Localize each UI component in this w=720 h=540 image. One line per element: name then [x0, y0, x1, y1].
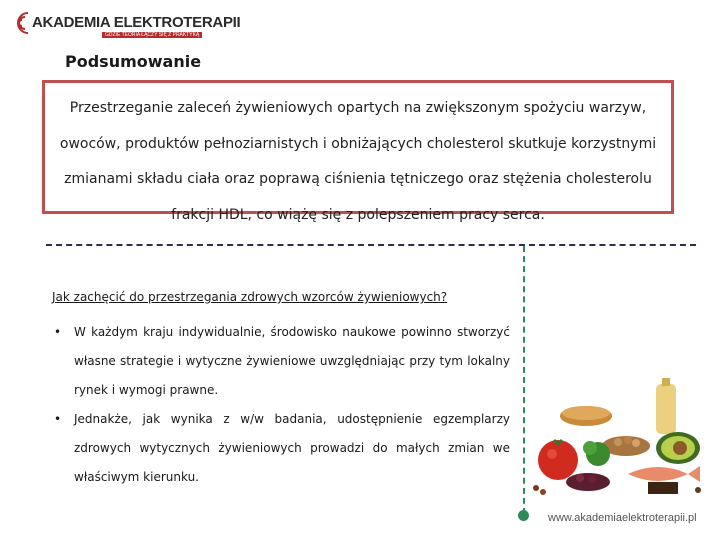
- list-item: [52, 318, 510, 405]
- summary-box: Przestrzeganie zaleceń żywieniowych opartych na zwiększonym spożyciu warzyw, owoców, produktów pełnoziarnistych i obniżających cholesterol skutkuje korzystnymi zmianami składu ciała oraz poprawą ciśnienia tętniczego oraz stężenia cholesterolu frakcji HDL, co wiążę się z polepszeniem pracy serca.: [42, 80, 674, 214]
- bullet-icon: •: [54, 325, 62, 339]
- bullet-text: Jednakże, jak wynika z w/w badania, udostępnienie egzemplarzy zdrowych wytycznych żywieniowych prowadzi do małych zmian we właściwym kierunku.: [74, 412, 510, 484]
- logo-arcs-icon: [12, 10, 34, 36]
- list-item: [52, 405, 510, 492]
- green-dot: [518, 510, 529, 521]
- bullet-list: [52, 318, 510, 492]
- dashed-divider: [46, 244, 696, 246]
- brand-logo: [12, 8, 241, 42]
- green-dashed-line: [523, 246, 525, 514]
- bullet-icon: •: [54, 412, 62, 426]
- footer-url: www.akademiaelektroterapii.pl: [548, 512, 697, 524]
- slide-heading: Podsumowanie: [65, 52, 202, 71]
- bullet-text: W każdym kraju indywidualnie, środowisko naukowe powinno stworzyć własne strategie i wytyczne żywieniowe uwzględniając przy tym lokalny rynek i wymogi prawne.: [74, 325, 510, 397]
- healthy-food-image: [528, 378, 714, 502]
- question-text: Jak zachęcić do przestrzegania zdrowych wzorców żywieniowych?: [52, 290, 448, 304]
- logo-tagline: GDZIE TEORIA ŁĄCZY SIĘ Z PRAKTYKĄ: [102, 32, 202, 38]
- logo-text: AKADEMIA ELEKTROTERAPII: [32, 14, 241, 31]
